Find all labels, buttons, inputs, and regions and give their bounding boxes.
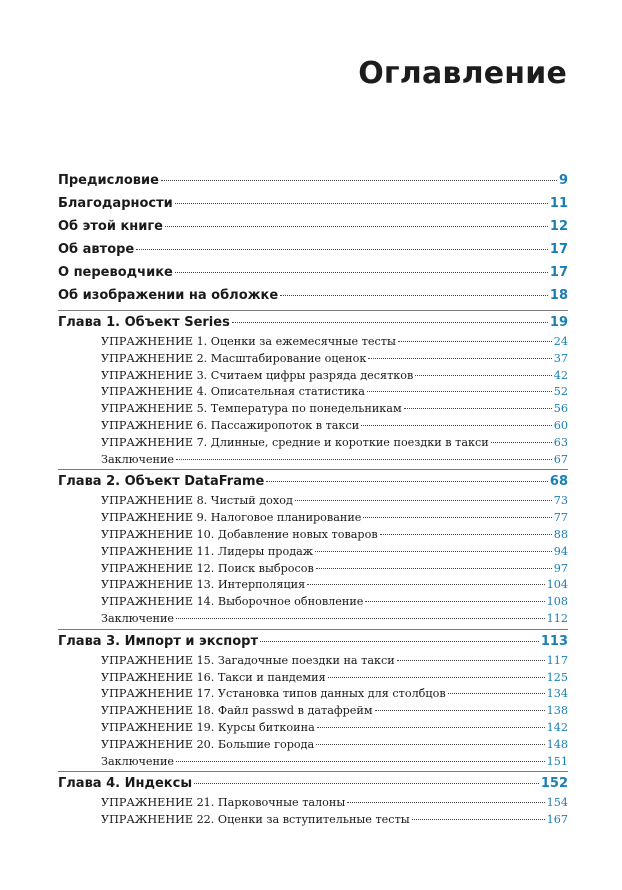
toc-page-number: 56 bbox=[553, 402, 568, 416]
toc-page-number: 148 bbox=[546, 737, 568, 751]
exercise-label: УПРАЖНЕНИЕ 21. Парковочные талоны bbox=[101, 796, 346, 810]
dot-leader bbox=[315, 551, 552, 552]
toc-page-number: 154 bbox=[546, 796, 568, 810]
dot-leader bbox=[415, 375, 551, 376]
dot-leader bbox=[368, 358, 551, 359]
dot-leader bbox=[365, 601, 544, 602]
toc-page-number: 97 bbox=[553, 561, 568, 575]
toc-page-number: 94 bbox=[553, 544, 568, 558]
toc-page-number: 117 bbox=[546, 653, 568, 667]
dot-leader bbox=[317, 727, 545, 728]
chapter-label: Глава 1. Объект Series bbox=[58, 315, 230, 330]
exercise-label: УПРАЖНЕНИЕ 19. Курсы биткоина bbox=[101, 720, 315, 734]
toc-page-number: 11 bbox=[549, 196, 568, 211]
exercise-label: УПРАЖНЕНИЕ 11. Лидеры продаж bbox=[101, 544, 314, 558]
exercise-label: УПРАЖНЕНИЕ 20. Большие города bbox=[101, 737, 315, 751]
table-of-contents bbox=[58, 169, 568, 829]
toc-page-number: 52 bbox=[553, 385, 568, 399]
toc-exercise[interactable] bbox=[58, 351, 568, 368]
toc-page-number: 138 bbox=[546, 704, 568, 718]
toc-entry-preface[interactable] bbox=[58, 169, 568, 192]
toc-page-number: 68 bbox=[549, 474, 568, 490]
toc-page-number: 134 bbox=[546, 687, 568, 701]
toc-chapter-3[interactable] bbox=[58, 629, 568, 653]
toc-page-number: 113 bbox=[540, 633, 568, 649]
dot-leader bbox=[176, 761, 545, 762]
toc-page-number: 42 bbox=[553, 368, 568, 382]
dot-leader bbox=[176, 459, 552, 460]
chapter-label: Глава 2. Объект DataFrame bbox=[58, 474, 265, 490]
toc-exercise[interactable] bbox=[58, 737, 568, 754]
chapter-label: Глава 4. Индексы bbox=[58, 776, 193, 792]
dot-leader bbox=[266, 481, 548, 482]
toc-chapter-1[interactable] bbox=[58, 310, 568, 334]
toc-page-number: 112 bbox=[546, 611, 568, 625]
toc-page-number: 24 bbox=[553, 335, 568, 348]
toc-exercise[interactable] bbox=[58, 795, 568, 812]
toc-page-number: 104 bbox=[546, 578, 568, 592]
dot-leader bbox=[176, 618, 545, 619]
toc-exercise[interactable] bbox=[58, 812, 568, 829]
dot-leader bbox=[328, 677, 545, 678]
dot-leader bbox=[175, 272, 548, 273]
toc-chapter-4[interactable] bbox=[58, 771, 568, 795]
exercise-label: УПРАЖНЕНИЕ 7. Длинные, средние и короткие поездки в такси bbox=[101, 435, 489, 449]
dot-leader bbox=[161, 180, 557, 181]
dot-leader bbox=[361, 425, 552, 426]
toc-entry-about-author[interactable] bbox=[58, 238, 568, 261]
toc-exercise[interactable] bbox=[58, 720, 568, 737]
toc-exercise[interactable] bbox=[58, 435, 568, 452]
toc-conclusion[interactable] bbox=[58, 611, 568, 628]
exercise-label: УПРАЖНЕНИЕ 10. Добавление новых товаров bbox=[101, 527, 378, 541]
toc-page-number: 19 bbox=[549, 315, 568, 330]
toc-exercise[interactable] bbox=[58, 703, 568, 720]
toc-page-number: 73 bbox=[553, 494, 568, 508]
toc-exercise[interactable] bbox=[58, 561, 568, 578]
exercise-label: УПРАЖНЕНИЕ 16. Такси и пандемия bbox=[101, 670, 326, 684]
exercise-label: Заключение bbox=[101, 754, 175, 768]
exercise-label: УПРАЖНЕНИЕ 9. Налоговое планирование bbox=[101, 511, 362, 525]
toc-exercise[interactable] bbox=[58, 577, 568, 594]
toc-entry-acknowledgements[interactable] bbox=[58, 192, 568, 215]
exercise-label: УПРАЖНЕНИЕ 13. Интерполяция bbox=[101, 578, 306, 592]
dot-leader bbox=[194, 783, 539, 784]
dot-leader bbox=[280, 295, 548, 296]
dot-leader bbox=[380, 534, 552, 535]
exercise-label: УПРАЖНЕНИЕ 2. Масштабирование оценок bbox=[101, 351, 367, 365]
exercise-label: УПРАЖНЕНИЕ 4. Описательная статистика bbox=[101, 385, 365, 399]
exercise-label: УПРАЖНЕНИЕ 8. Чистый доход bbox=[101, 494, 293, 508]
toc-entry-label: Об изображении на обложке bbox=[58, 288, 279, 303]
dot-leader bbox=[175, 203, 548, 204]
toc-exercise[interactable] bbox=[58, 670, 568, 687]
exercise-label: Заключение bbox=[101, 452, 175, 466]
dot-leader bbox=[165, 226, 548, 227]
dot-leader bbox=[295, 500, 552, 501]
dot-leader bbox=[367, 391, 552, 392]
exercise-label: Заключение bbox=[101, 611, 175, 625]
toc-exercise[interactable] bbox=[58, 544, 568, 561]
toc-exercise[interactable] bbox=[58, 384, 568, 401]
exercise-label: УПРАЖНЕНИЕ 14. Выборочное обновление bbox=[101, 595, 364, 609]
exercise-label: УПРАЖНЕНИЕ 3. Считаем цифры разряда десятков bbox=[101, 368, 414, 382]
dot-leader bbox=[307, 584, 544, 585]
toc-exercise[interactable] bbox=[58, 527, 568, 544]
toc-page-number: 152 bbox=[540, 776, 568, 792]
toc-page-number: 18 bbox=[549, 288, 568, 303]
toc-entry-label: Предисловие bbox=[58, 173, 159, 188]
toc-page-number: 167 bbox=[546, 813, 568, 827]
toc-page-number: 77 bbox=[553, 511, 568, 525]
toc-conclusion[interactable] bbox=[58, 452, 568, 469]
dot-leader bbox=[397, 660, 545, 661]
toc-exercise[interactable] bbox=[58, 334, 568, 351]
exercise-label: УПРАЖНЕНИЕ 15. Загадочные поездки на такси bbox=[101, 653, 395, 667]
toc-entry-label: Благодарности bbox=[58, 196, 173, 211]
dot-leader bbox=[347, 802, 544, 803]
dot-leader bbox=[412, 819, 545, 820]
toc-entry-about-cover[interactable] bbox=[58, 284, 568, 307]
toc-conclusion[interactable] bbox=[58, 754, 568, 771]
exercise-label: УПРАЖНЕНИЕ 22. Оценки за вступительные тесты bbox=[101, 813, 410, 827]
dot-leader bbox=[136, 249, 548, 250]
exercise-label: УПРАЖНЕНИЕ 18. Файл passwd в датафрейм bbox=[101, 704, 373, 718]
exercise-label: УПРАЖНЕНИЕ 12. Поиск выбросов bbox=[101, 561, 314, 575]
exercise-label: УПРАЖНЕНИЕ 6. Пассажиропоток в такси bbox=[101, 418, 360, 432]
exercise-label: УПРАЖНЕНИЕ 1. Оценки за ежемесячные тесты bbox=[101, 335, 396, 348]
toc-exercise[interactable] bbox=[58, 686, 568, 703]
chapter-label: Глава 3. Импорт и экспорт bbox=[58, 633, 259, 649]
exercise-label: УПРАЖНЕНИЕ 17. Установка типов данных для столбцов bbox=[101, 687, 446, 701]
dot-leader bbox=[316, 568, 552, 569]
toc-page-number: 151 bbox=[546, 754, 568, 768]
toc-exercise[interactable] bbox=[58, 653, 568, 670]
toc-page-number: 125 bbox=[546, 670, 568, 684]
toc-page-number: 60 bbox=[553, 418, 568, 432]
toc-page-number: 12 bbox=[549, 219, 568, 234]
toc-exercise[interactable] bbox=[58, 418, 568, 435]
dot-leader bbox=[404, 408, 552, 409]
toc-page-number: 9 bbox=[558, 173, 568, 188]
toc-exercise[interactable] bbox=[58, 368, 568, 385]
toc-chapter-2[interactable] bbox=[58, 469, 568, 493]
dot-leader bbox=[491, 442, 552, 443]
toc-exercise[interactable] bbox=[58, 401, 568, 418]
dot-leader bbox=[316, 744, 544, 745]
dot-leader bbox=[232, 322, 548, 323]
dot-leader bbox=[375, 710, 545, 711]
toc-page-number: 108 bbox=[546, 595, 568, 609]
toc-entry-label: О переводчике bbox=[58, 265, 173, 280]
toc-page-number: 67 bbox=[553, 452, 568, 466]
exercise-label: УПРАЖНЕНИЕ 5. Температура по понедельникам bbox=[101, 402, 402, 416]
toc-page-number: 63 bbox=[553, 435, 568, 449]
toc-entry-label: Об авторе bbox=[58, 242, 135, 257]
dot-leader bbox=[448, 693, 545, 694]
toc-page-number: 142 bbox=[546, 720, 568, 734]
dot-leader bbox=[363, 517, 551, 518]
toc-page-number: 17 bbox=[549, 265, 568, 280]
toc-page-number: 17 bbox=[549, 242, 568, 257]
toc-exercise[interactable] bbox=[58, 594, 568, 611]
toc-entry-about-book[interactable] bbox=[58, 215, 568, 238]
dot-leader bbox=[398, 341, 552, 342]
toc-entry-label: Об этой книге bbox=[58, 219, 163, 234]
toc-page-number: 37 bbox=[553, 351, 568, 365]
dot-leader bbox=[260, 641, 539, 642]
toc-entry-about-translator[interactable] bbox=[58, 261, 568, 284]
toc-exercise[interactable] bbox=[58, 510, 568, 527]
toc-exercise[interactable] bbox=[58, 493, 568, 510]
page-title: Оглавление bbox=[358, 56, 567, 91]
toc-page-number: 88 bbox=[553, 527, 568, 541]
